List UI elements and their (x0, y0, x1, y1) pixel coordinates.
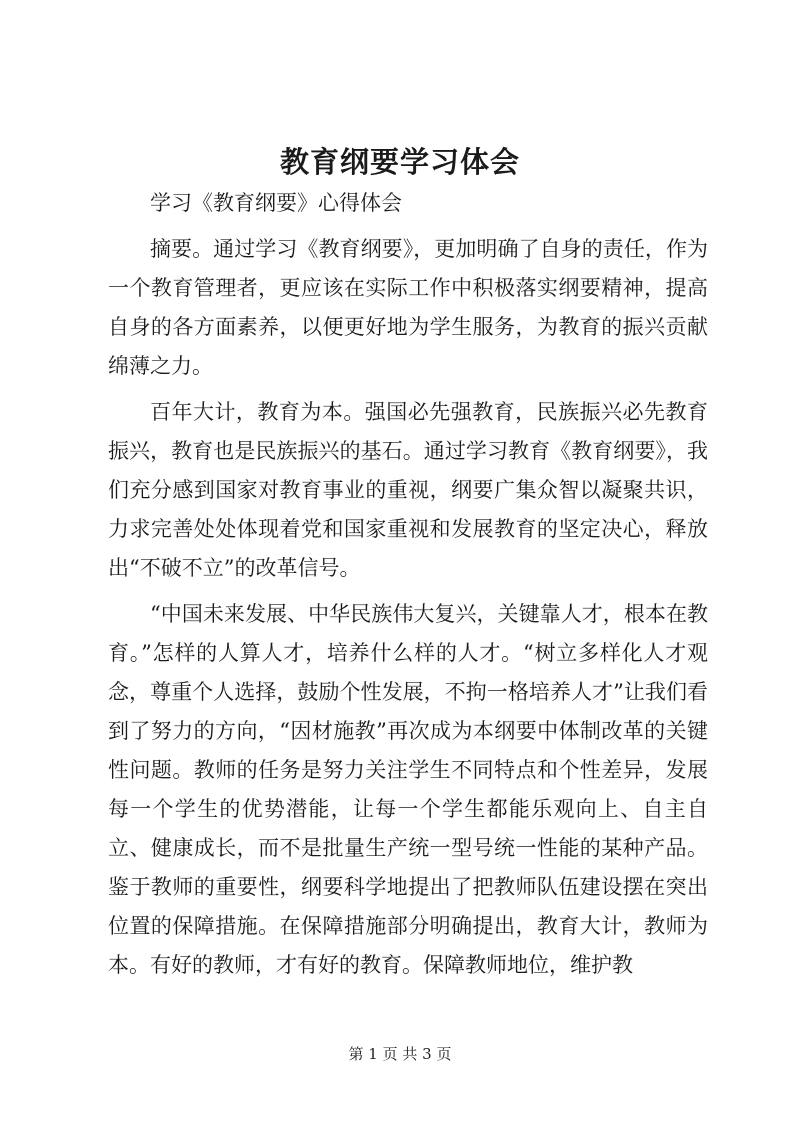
document-title: 教育纲要学习体会 (279, 145, 520, 179)
body-paragraph: 百年大计，教育为本。强国必先强教育，民族振兴必先教育振兴，教育也是民族振兴的基石。通过学习教育《教育纲要》，我们充分感到国家对教育事业的重视，纲要广集众智以凝聚共识，力求完善处处体现着党和国家重视和发展教育的坚定决心，释放出“不破不立”的改革信号。 (108, 400, 708, 580)
body-paragraph: “中国未来发展、中华民族伟大复兴，关键靠人才，根本在教育。”怎样的人算人才，培养什么样的人才。“树立多样化人才观念，尊重个人选择，鼓励个性发展，不拘一格培养人才”让我们看到了努力的方向，“因材施教”再次成为本纲要中体制改革的关键性问题。教师的任务是努力关注学生不同特点和个性差异，发展每一个学生的优势潜能，让每一个学生都能乐观向上、自主自立、健康成长，而不是批量生产统一型号统一性能的某种产品。鉴于教师的重要性，纲要科学地提出了把教师队伍建设摆在突出位置的保障措施。在保障措施部分明确提出，教育大计，教师为本。有好的教师，才有好的教育。保障教师地位，维护教 (108, 602, 708, 977)
document-body (108, 184, 708, 985)
page-number-footer: 第 1 页 共 3 页 (348, 1045, 452, 1063)
subtitle-paragraph: 学习《教育纲要》心得体会 (150, 191, 402, 215)
abstract-paragraph: 摘要。通过学习《教育纲要》，更加明确了自身的责任，作为一个教育管理者，更应该在实际工作中积极落实纲要精神，提高自身的各方面素养，以便更好地为学生服务，为教育的振兴贡献绵薄之力。 (108, 237, 708, 378)
